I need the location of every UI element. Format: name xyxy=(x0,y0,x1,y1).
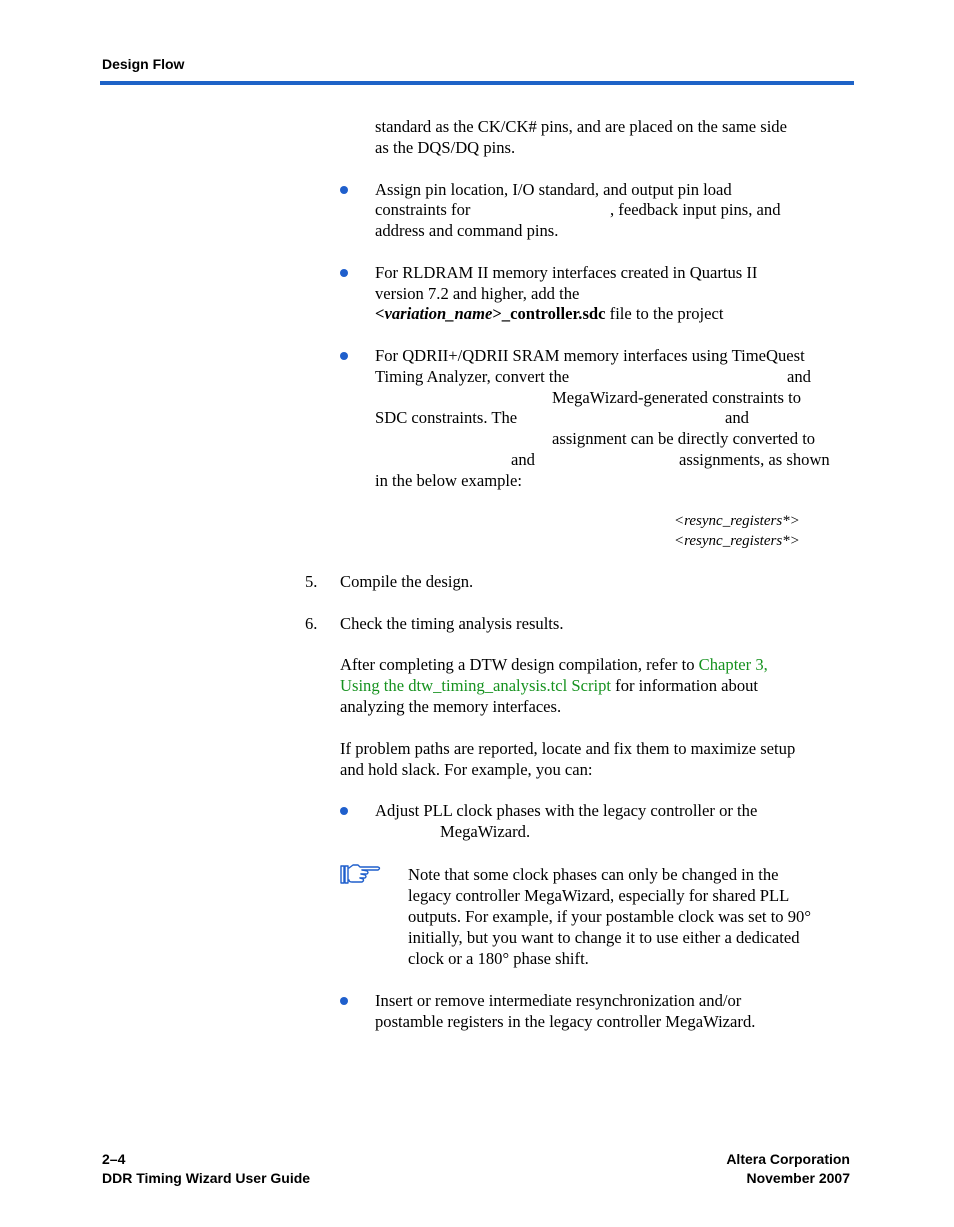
footer-left xyxy=(102,1150,310,1188)
insert-line-1: Insert or remove intermediate resynchronization and/or xyxy=(375,991,742,1010)
problem-paths-line-1: If problem paths are reported, locate and fix them to maximize setup xyxy=(340,739,796,758)
running-header: Design Flow xyxy=(102,56,185,72)
continuation-line-2: as the DQS/DQ pins. xyxy=(375,138,516,157)
step-number: 5. xyxy=(305,572,318,591)
continuation-line-1: standard as the CK/CK# pins, and are placed on the same side xyxy=(375,117,787,136)
bullet-icon xyxy=(340,269,348,277)
note-line-3: outputs. For example, if your postamble clock was set to 90° xyxy=(408,907,811,926)
after-compile-pre-link: After completing a DTW design compilation, refer to xyxy=(340,655,695,674)
pin-location-line-1: Assign pin location, I/O standard, and output pin load xyxy=(375,180,732,199)
qdrii-line-3: MegaWizard-generated constraints to xyxy=(552,388,802,407)
sdc-file-suffix: >_controller.sdc xyxy=(492,304,606,323)
note-line-5: clock or a 180° phase shift. xyxy=(408,949,589,968)
rldram-line-1: For RLDRAM II memory interfaces created in Quartus II xyxy=(375,263,758,282)
qdrii-line-4-right: and xyxy=(725,408,749,427)
pll-line-2: MegaWizard. xyxy=(440,822,531,841)
company-name: Altera Corporation xyxy=(726,1151,850,1167)
note-line-2: legacy controller MegaWizard, especially for shared PLL xyxy=(408,886,790,905)
qdrii-line-7: in the below example: xyxy=(375,471,522,490)
bullet-icon xyxy=(340,997,348,1005)
chapter-3-link[interactable]: Chapter 3, xyxy=(698,655,768,674)
insert-line-2: postamble registers in the legacy controller MegaWizard. xyxy=(375,1012,756,1031)
qdrii-line-5: assignment can be directly converted to xyxy=(552,429,816,448)
footer-right xyxy=(726,1150,850,1188)
qdrii-line-6-right: assignments, as shown xyxy=(679,450,830,469)
note-line-1: Note that some clock phases can only be changed in the xyxy=(408,865,779,884)
after-compile-line-2 xyxy=(340,675,758,696)
qdrii-line-6-mid: and xyxy=(511,450,535,469)
sdc-file-variable: variation_name xyxy=(384,304,493,323)
rldram-line-3-rest: file to the project xyxy=(605,304,724,323)
publication-date: November 2007 xyxy=(746,1170,850,1186)
header-rule xyxy=(100,81,854,85)
qdrii-line-2-right: and xyxy=(787,367,811,386)
step-text: Compile the design. xyxy=(340,572,474,591)
step-text: Check the timing analysis results. xyxy=(340,614,564,633)
qdrii-line-1: For QDRII+/QDRII SRAM memory interfaces using TimeQuest xyxy=(375,346,805,365)
dtw-script-link[interactable]: Using the dtw_timing_analysis.tcl Script xyxy=(340,676,612,695)
step-number: 6. xyxy=(305,614,318,633)
pin-location-line-2: constraints for xyxy=(375,200,471,219)
qdrii-line-4: SDC constraints. The xyxy=(375,408,518,427)
page-number: 2–4 xyxy=(102,1151,126,1167)
after-compile-line-1 xyxy=(340,654,768,675)
bullet-icon xyxy=(340,807,348,815)
rldram-line-2: version 7.2 and higher, add the xyxy=(375,284,580,303)
qdrii-line-2: Timing Analyzer, convert the xyxy=(375,367,570,386)
pin-location-line-3: address and command pins. xyxy=(375,221,559,240)
note-line-4: initially, but you want to change it to use either a dedicated xyxy=(408,928,800,947)
after-compile-line-3: analyzing the memory interfaces. xyxy=(340,697,562,716)
code-example-line-2: <resync_registers*> xyxy=(674,533,800,549)
rldram-line-3 xyxy=(375,303,723,324)
pin-location-line-2-right: , feedback input pins, and xyxy=(610,200,781,219)
guide-title: DDR Timing Wizard User Guide xyxy=(102,1170,311,1186)
pll-line-1: Adjust PLL clock phases with the legacy controller or the xyxy=(375,801,758,820)
bullet-icon xyxy=(340,352,348,360)
sdc-file-open: < xyxy=(375,304,385,323)
bullet-icon xyxy=(340,186,348,194)
problem-paths-line-2: and hold slack. For example, you can: xyxy=(340,760,593,779)
pointing-hand-icon xyxy=(340,863,382,885)
code-example-line-1: <resync_registers*> xyxy=(674,513,800,529)
after-compile-post-link: for information about xyxy=(611,676,759,695)
